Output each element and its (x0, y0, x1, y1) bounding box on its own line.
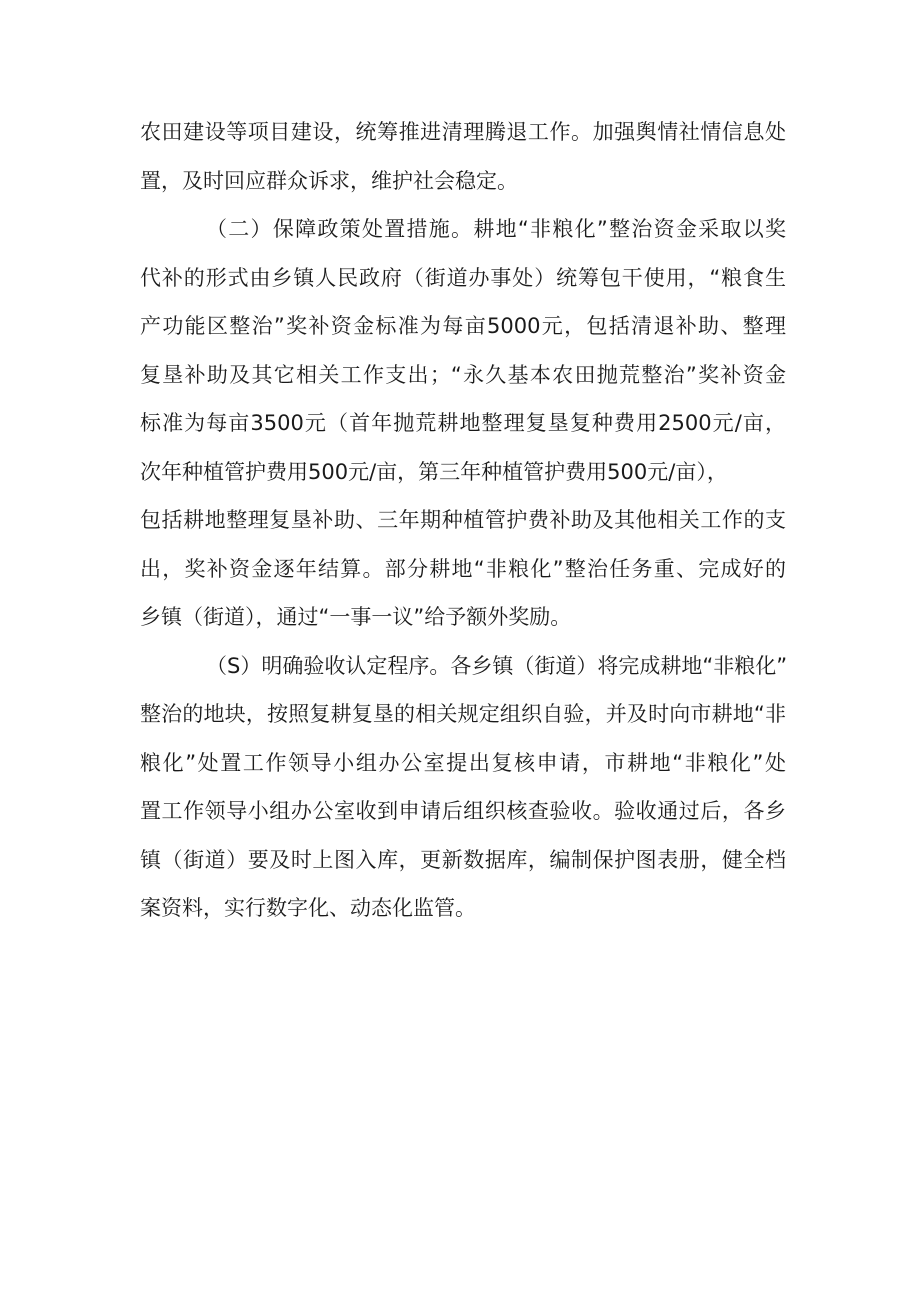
paragraph-line: 次年种植管护费用500元/亩，第三年种植管护费用500元/亩）， (140, 460, 728, 484)
paragraph-line: 乡镇（街道），通过“一事一议”给予额外奖励。 (140, 605, 572, 629)
paragraph-line: 复垦补助及其它相关工作支出；“永久基本农田抛荒整治”奖补资金 (140, 363, 786, 387)
paragraph-line: 标准为每亩3500元（首年抛荒耕地整理复垦复种费用2500元/亩， (140, 411, 786, 435)
paragraph-line: 案资料，实行数字化、动态化监管。 (140, 896, 476, 920)
section-two-heading-line: （二）保障政策处置措施。耕地“非粮化”整治资金采取以奖 (206, 217, 786, 241)
paragraph-line: 镇（街道）要及时上图入库，更新数据库，编制保护图表册，健全档 (140, 848, 786, 872)
paragraph-line: 出，奖补资金逐年结算。部分耕地“非粮化”整治任务重、完成好的 (140, 557, 786, 581)
section-three-heading-line: （S）明确验收认定程序。各乡镇（街道）将完成耕地“非粮化” (206, 654, 788, 678)
paragraph-line: 置，及时回应群众诉求，维护社会稳定。 (140, 169, 518, 193)
paragraph-line: 粮化”处置工作领导小组办公室提出复核申请，市耕地“非粮化”处 (140, 751, 786, 775)
paragraph-line: 整治的地块，按照复耕复垦的相关规定组织自验，并及时向市耕地“非 (140, 702, 786, 726)
paragraph-line: 置工作领导小组办公室收到申请后组织核查验收。验收通过后，各乡 (140, 799, 786, 823)
paragraph-line: 产功能区整治”奖补资金标准为每亩5000元，包括清退补助、整理 (140, 314, 786, 338)
paragraph-line: 农田建设等项目建设，统筹推进清理腾退工作。加强舆情社情信息处 (140, 120, 786, 144)
paragraph-line: 代补的形式由乡镇人民政府（街道办事处）统筹包干使用，“粮食生 (140, 266, 786, 290)
paragraph-line: 包括耕地整理复垦补助、三年期种植管护费补助及其他相关工作的支 (140, 508, 786, 532)
